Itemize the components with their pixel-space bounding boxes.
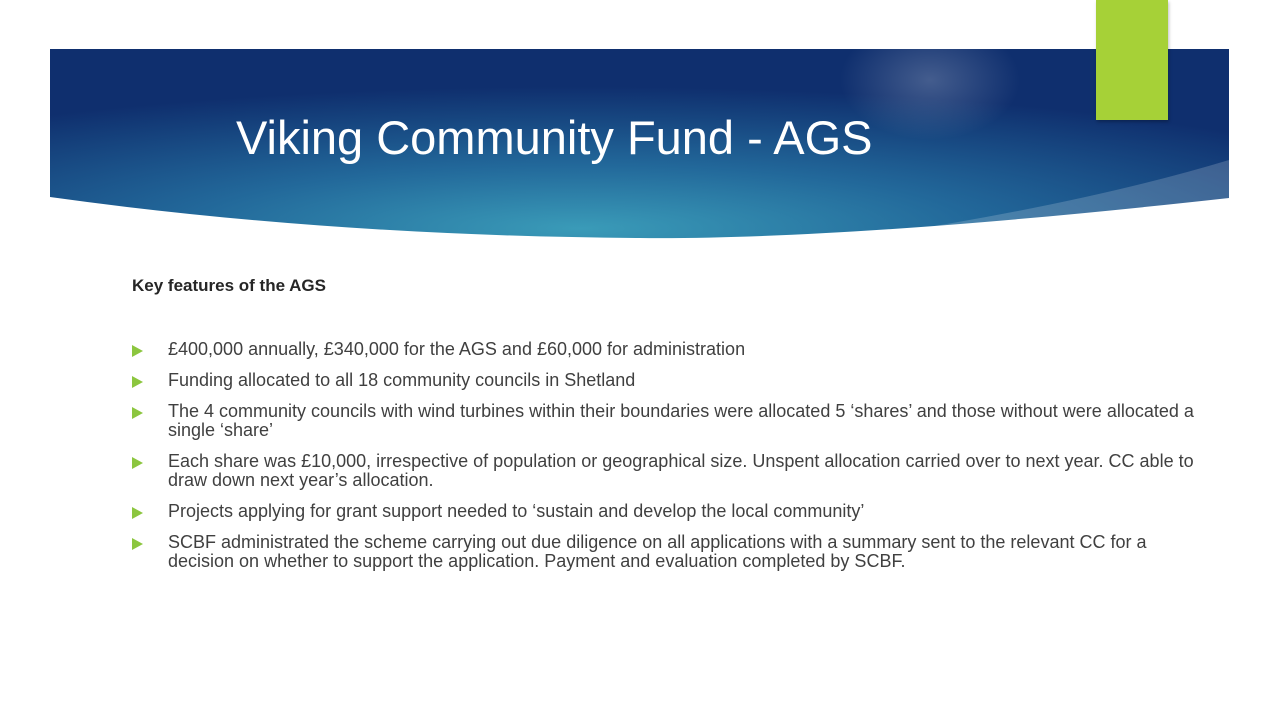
bullet-item xyxy=(132,452,1212,490)
triangle-right-icon xyxy=(132,457,143,469)
triangle-right-icon xyxy=(132,345,143,357)
bullet-text: Funding allocated to all 18 community councils in Shetland xyxy=(168,370,636,390)
triangle-right-icon xyxy=(132,407,143,419)
bullet-text: £400,000 annually, £340,000 for the AGS and £60,000 for administration xyxy=(168,339,746,359)
bullet-text: SCBF administrated the scheme carrying out due diligence on all applications with a summary sent to the relevant CC for a decision on whether to support the application. Payment and evaluation completed by SCBF. xyxy=(168,532,1147,571)
triangle-right-icon xyxy=(132,376,143,388)
slide-title: Viking Community Fund - AGS xyxy=(236,111,873,164)
bullet-item xyxy=(132,502,1212,521)
accent-tab xyxy=(1096,0,1168,120)
bullet-item xyxy=(132,371,1212,390)
bullet-text: Each share was £10,000, irrespective of population or geographical size. Unspent allocation carried over to next year. CC able to draw down next year’s allocation. xyxy=(168,451,1194,490)
triangle-right-icon xyxy=(132,538,143,550)
section-subheading: Key features of the AGS xyxy=(132,276,326,295)
triangle-right-icon xyxy=(132,507,143,519)
bullet-item xyxy=(132,402,1212,440)
bullet-list xyxy=(132,340,1212,583)
bullet-item xyxy=(132,340,1212,359)
bullet-text: Projects applying for grant support needed to ‘sustain and develop the local community’ xyxy=(168,501,865,521)
bullet-item xyxy=(132,533,1212,571)
bullet-text: The 4 community councils with wind turbines within their boundaries were allocated 5 ‘shares’ and those without were allocated a single ‘share’ xyxy=(168,401,1194,440)
